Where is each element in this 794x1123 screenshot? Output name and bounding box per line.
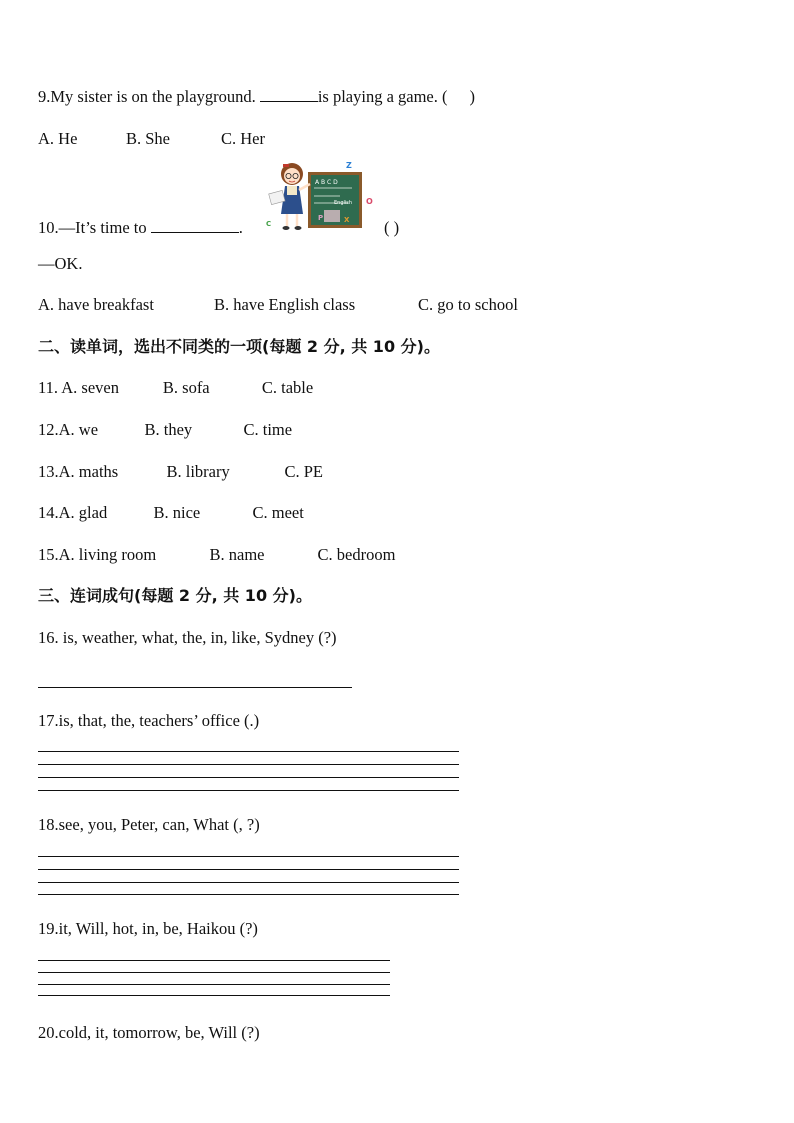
- question-10-options: [38, 295, 518, 315]
- question-11: [38, 378, 313, 398]
- question-number: 11: [38, 378, 54, 397]
- board-word: English: [334, 200, 353, 206]
- book: [269, 190, 285, 204]
- option-a[interactable]: .A. we: [54, 420, 99, 439]
- answer-line[interactable]: [38, 894, 459, 895]
- question-19: [38, 919, 258, 939]
- question-18: [38, 815, 260, 835]
- question-20: [38, 1023, 260, 1043]
- option-a[interactable]: .A. glad: [54, 503, 108, 522]
- answer-line[interactable]: [38, 882, 459, 883]
- option-b[interactable]: B. She: [126, 129, 171, 148]
- answer-line[interactable]: [38, 777, 459, 778]
- floating-letter-x: X: [344, 216, 350, 224]
- question-16: [38, 628, 337, 648]
- word-list: .cold, it, tomorrow, be, Will (?): [54, 1023, 260, 1042]
- floating-letter-p: P: [318, 214, 324, 222]
- question-10-suffix: .: [238, 218, 243, 237]
- question-10-paren[interactable]: ( ): [384, 218, 400, 237]
- question-10-prefix: 10.—It’s time to: [38, 218, 151, 237]
- question-number: 18: [38, 815, 55, 834]
- answer-line[interactable]: [38, 995, 390, 996]
- board-letters: A B C D: [315, 179, 338, 186]
- section-3-title: 三、连词成句(每题 2 分, 共 10 分)。: [38, 586, 312, 605]
- question-17: [38, 711, 259, 731]
- question-9: [38, 87, 475, 107]
- question-number: 15: [38, 545, 55, 564]
- question-10: [38, 218, 243, 238]
- question-9-options: [38, 129, 265, 149]
- question-9-suffix: is playing a game. (: [317, 87, 448, 106]
- option-b[interactable]: B. have English class: [214, 295, 356, 314]
- option-c[interactable]: C. Her: [221, 129, 265, 148]
- question-13: [38, 462, 323, 482]
- option-b[interactable]: B. they: [144, 420, 193, 439]
- floating-letter-c: C: [266, 220, 272, 228]
- question-number: 17: [38, 711, 55, 730]
- floating-letter-o: O: [366, 197, 373, 206]
- question-number: 14: [38, 503, 55, 522]
- question-number: 20: [38, 1023, 55, 1042]
- word-list: . is, weather, what, the, in, like, Sydney (?): [54, 628, 337, 647]
- question-14: [38, 503, 304, 523]
- answer-line[interactable]: [38, 856, 459, 857]
- option-c[interactable]: C. meet: [252, 503, 304, 522]
- hair-bow: [283, 164, 289, 167]
- question-number: 16: [38, 628, 55, 647]
- answer-line[interactable]: [38, 869, 459, 870]
- word-list: .is, that, the, teachers’ office (.): [54, 711, 260, 730]
- teacher-blackboard-illustration: [262, 158, 378, 234]
- answer-blank[interactable]: [260, 87, 318, 102]
- option-a[interactable]: A. have breakfast: [38, 295, 154, 314]
- answer-line[interactable]: [38, 984, 390, 985]
- question-9-close: ): [469, 87, 475, 106]
- option-c[interactable]: C. PE: [284, 462, 324, 481]
- answer-blank[interactable]: [151, 218, 239, 233]
- floating-letter-z: Z: [346, 161, 352, 170]
- option-a[interactable]: A. He: [38, 129, 78, 148]
- answer-line[interactable]: [38, 960, 390, 961]
- option-c[interactable]: C. table: [261, 378, 314, 397]
- option-a[interactable]: .A. maths: [54, 462, 119, 481]
- answer-line[interactable]: [38, 764, 459, 765]
- question-12: [38, 420, 292, 440]
- question-10-reply: —OK.: [38, 254, 83, 273]
- word-list: .see, you, Peter, can, What (, ?): [54, 815, 260, 834]
- question-15: [38, 545, 395, 565]
- question-number: 12: [38, 420, 55, 439]
- word-list: .it, Will, hot, in, be, Haikou (?): [54, 919, 258, 938]
- option-a[interactable]: . A. seven: [53, 378, 119, 397]
- answer-line[interactable]: [38, 687, 352, 688]
- question-9-prefix: 9.My sister is on the playground.: [38, 87, 260, 106]
- option-c[interactable]: C. time: [243, 420, 293, 439]
- answer-line[interactable]: [38, 972, 390, 973]
- answer-line[interactable]: [38, 790, 459, 791]
- section-2-title: 二、读单词，选出不同类的一项(每题 2 分, 共 10 分)。: [38, 337, 440, 356]
- option-b[interactable]: B. nice: [153, 503, 201, 522]
- answer-line[interactable]: [38, 751, 459, 752]
- option-a[interactable]: .A. living room: [54, 545, 157, 564]
- option-b[interactable]: B. library: [166, 462, 230, 481]
- question-number: 13: [38, 462, 55, 481]
- option-b[interactable]: B. name: [209, 545, 265, 564]
- option-c[interactable]: C. go to school: [418, 295, 518, 314]
- question-number: 19: [38, 919, 55, 938]
- option-c[interactable]: C. bedroom: [317, 545, 396, 564]
- option-b[interactable]: B. sofa: [162, 378, 210, 397]
